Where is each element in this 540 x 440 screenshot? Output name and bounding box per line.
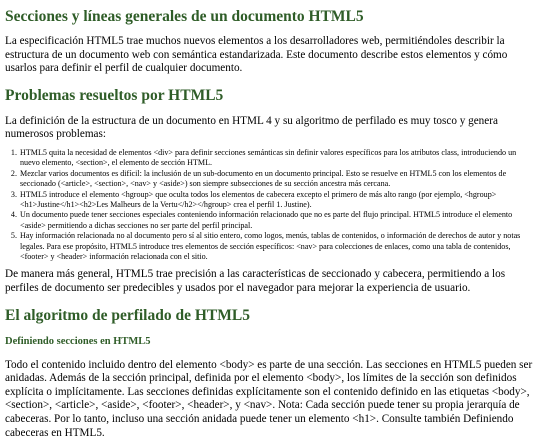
conclusion-paragraph: De manera más general, HTML5 trae precisión a las características de seccionado y cabecera, permitiendo a los perfiles de documento ser predecibles y usados por el navegador para mejorar la experiencia de usuario. [5, 268, 506, 295]
intro-paragraph: La especificación HTML5 trae muchos nuevos elementos a los desarrolladores web, permitiéndoles describir la estructura de un documento web con semántica estandarizada. Este documento describe estos elementos y cómo usarlos para definir el perfil de cualquier documento. [5, 35, 508, 75]
list-item: 3. HTML5 introduce el elemento <hgroup> que oculta todos los elementos de cabecera excepto el primero de más alto rango (por ejemplo, <hgroup><h1>Justine</h1><h2>Les Malheurs de la Vertu</h2></hgroup> crea el perfil 1. Justine). [19, 190, 535, 211]
list-item: 4. Un documento puede tener secciones especiales conteniendo información relacionado que no es parte del flujo principal. HTML5 introduce el elemento <aside> permitiendo a dichas secciones no ser parte del perfil principal. [19, 210, 535, 231]
problems-intro-paragraph: La definición de la estructura de un documento en HTML 4 y su algoritmo de perfilado es muy tosco y genera numerosos problemas: [5, 114, 498, 141]
list-item: 1. HTML5 quita la necesidad de elementos <div> para definir secciones semánticas sin definir valores específicos para los atributos class, introduciendo un nuevo elemento, <section>, el elemento de sección HTML. [19, 148, 535, 169]
problems-list [5, 148, 535, 262]
algorithm-body-paragraph: Todo el contenido incluido dentro del elemento <body> es parte de una sección. Las secciones en HTML5 pueden ser anidadas. Además de la sección principal, definida por el elemento <body>, los límites de la sección son definidos explícita o implícitamente. Las secciones definidas explícitamente son el contenido definido en las etiquetas <body>, <section>, <article>, <aside>, <footer>, <header>, y <nav>. Nota: Cada sección puede tener su propia jerarquía de cabeceras. Por lo tanto, incluso una sección anidada puede tener un elemento <h1>. Consulte también Definiendo cabeceras en HTML5. [5, 358, 533, 439]
section-heading-problems: Problemas resueltos por HTML5 [5, 86, 224, 104]
section-heading-algorithm: El algoritmo de perfilado de HTML5 [5, 306, 250, 324]
subsection-heading-defining-sections: Definiendo secciones en HTML5 [5, 335, 151, 347]
list-item: 5. Hay información relacionada no al documento pero sí al sitio entero, como logos, menús, tablas de contenidos, o información de derechos de autor y notas legales. Para ese propósito, HTML5 introduce tres elementos de sección específicos: <nav> para colecciones de enlaces, como una tabla de contenidos, <footer> y <header> información relacionada con el sitio. [19, 231, 535, 262]
page-title: Secciones y líneas generales de un documento HTML5 [5, 8, 364, 25]
list-item: 2. Mezclar varios documentos es difícil: la inclusión de un sub-documento en un documento principal. Esto se resuelve en HTML5 con los elementos de seccionado (<article>, <section>, <nav> y <aside>) son siempre subsecciones de su sección ancestra más cercana. [19, 169, 535, 190]
